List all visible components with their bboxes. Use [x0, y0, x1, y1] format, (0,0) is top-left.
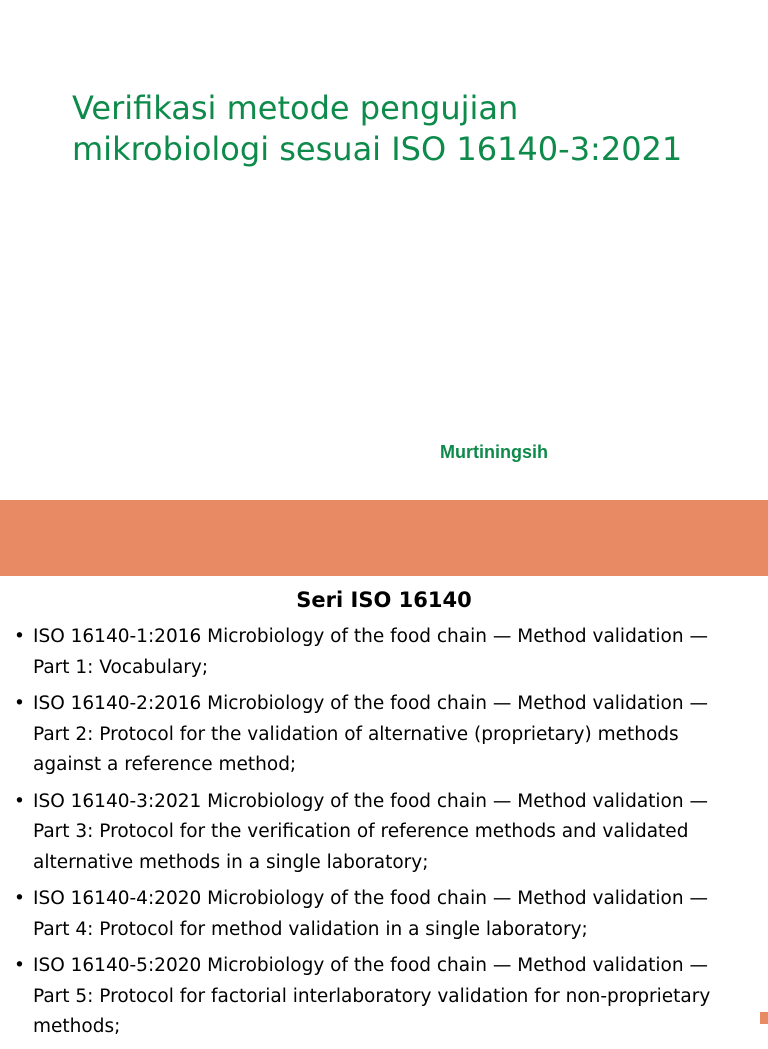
- list-item-text: ISO 16140-2:2016 Microbiology of the food chain — Method validation — Part 2: Protocol for the validation of alternative (proprietary) methods against a reference method;: [33, 693, 708, 775]
- list-item: [14, 884, 744, 945]
- bullet-icon: •: [14, 955, 25, 976]
- list-item-text: ISO 16140-3:2021 Microbiology of the food chain — Method validation — Part 3: Protocol for the verification of reference methods and validated alternative methods in a single laboratory;: [33, 790, 708, 873]
- content-slide-title: Seri ISO 16140: [296, 588, 472, 612]
- corner-accent: [760, 1012, 768, 1024]
- bullet-icon: •: [14, 790, 25, 812]
- bullet-icon: •: [14, 888, 25, 909]
- list-item: [14, 689, 744, 781]
- bullet-icon: •: [14, 693, 25, 714]
- title-slide: [0, 0, 768, 500]
- list-item-text: ISO 16140-5:2020 Microbiology of the food chain — Method validation — Part 5: Protocol for factorial interlaboratory validation for non-proprietary methods;: [33, 955, 711, 1037]
- list-item: [14, 622, 744, 683]
- list-item-text: ISO 16140-4:2020 Microbiology of the food chain — Method validation — Part 4: Protocol for method validation in a single laboratory;: [33, 888, 708, 940]
- author-name: Murtiningsih: [440, 442, 548, 462]
- slide-divider-band: [0, 500, 768, 576]
- bullet-icon: •: [14, 626, 25, 647]
- list-item: [14, 951, 744, 1043]
- iso-standards-list: [14, 622, 744, 1049]
- content-slide: [0, 576, 768, 1037]
- list-item: [14, 787, 744, 879]
- slide-title: Verifikasi metode pengujian mikrobiologi sesuai ISO 16140-3:2021: [72, 89, 683, 168]
- list-item-text: ISO 16140-1:2016 Microbiology of the food chain — Method validation — Part 1: Vocabulary;: [33, 626, 708, 678]
